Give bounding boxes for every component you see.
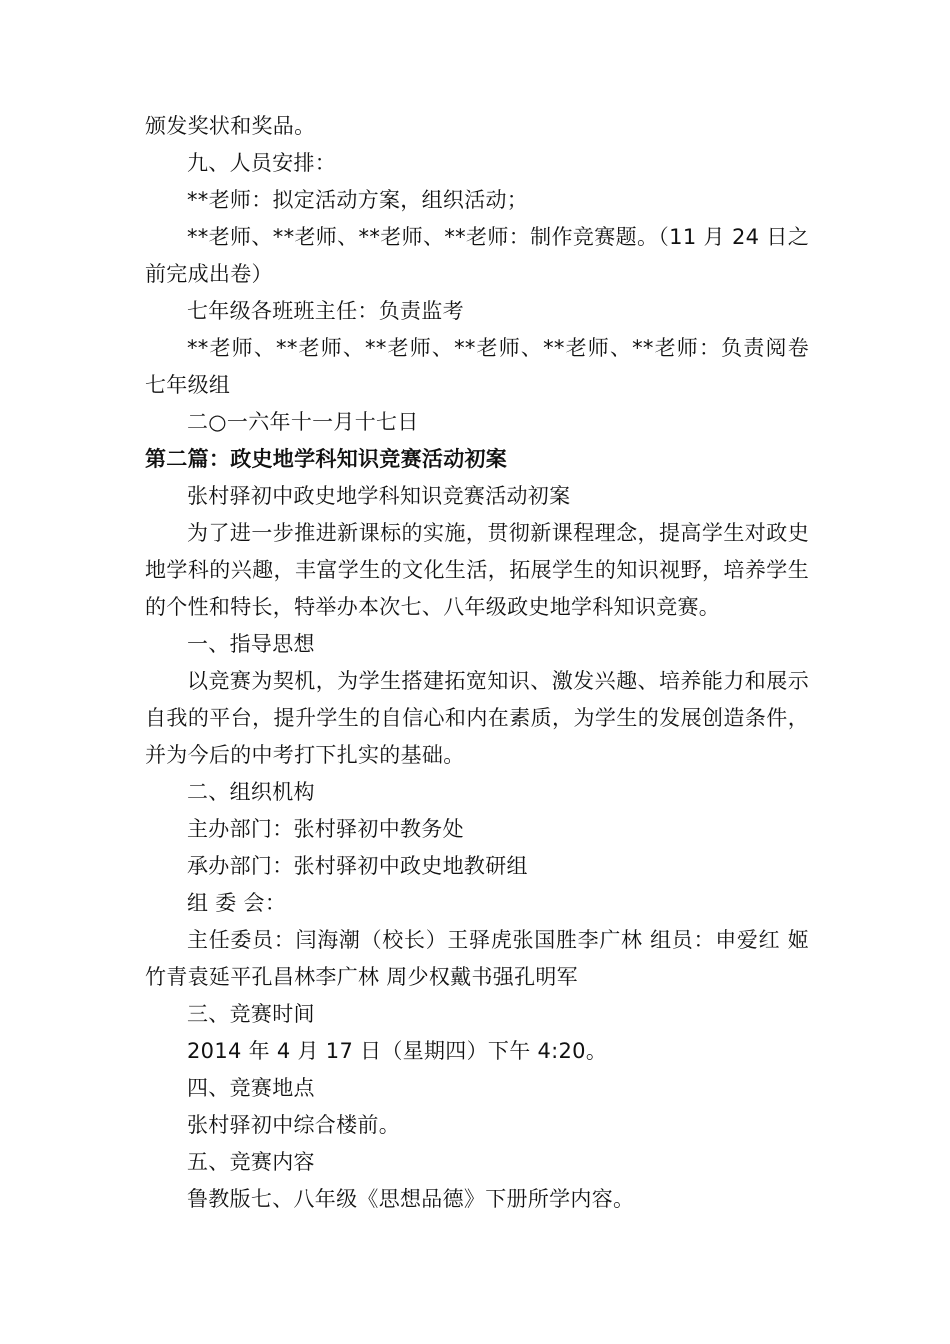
competition-location-line: 张村驿初中综合楼前。: [187, 1113, 400, 1137]
section-location-heading: 四、竞赛地点: [187, 1076, 315, 1100]
plan-subtitle: 张村驿初中政史地学科知识竞赛活动初案: [187, 484, 571, 508]
staff-grading-line: **老师、**老师、**老师、**老师、**老师、**老师：负责阅卷 七年级组: [145, 336, 809, 397]
competition-time-line: 2014 年 4 月 17 日（星期四）下午 4:20。: [187, 1039, 608, 1063]
paragraph-award-end: 颁发奖状和奖品。: [145, 114, 316, 138]
organizer-department-line: 承办部门：张村驿初中政史地教研组: [187, 854, 528, 878]
intro-paragraph: 为了进一步推进新课标的实施，贯彻新课程理念，提高学生对政史地学科的兴趣，丰富学生的文化生活，拓展学生的知识视野，培养学生的个性和特长，特举办本次七、八年级政史地学科知识竞赛。: [145, 521, 809, 619]
chapter-two-title: 第二篇：政史地学科知识竞赛活动初案: [145, 447, 508, 471]
staff-plan-line: **老师：拟定活动方案，组织活动；: [187, 188, 529, 212]
section-organization-heading: 二、组织机构: [187, 780, 315, 804]
document-body: [145, 108, 809, 1218]
host-department-line: 主办部门：张村驿初中教务处: [187, 817, 464, 841]
guiding-paragraph: 以竞赛为契机，为学生搭建拓宽知识、激发兴趣、培养能力和展示自我的平台，提升学生的自信心和内在素质，为学生的发展创造条件，并为今后的中考打下扎实的基础。: [145, 669, 809, 767]
committee-label: 组 委 会：: [187, 891, 287, 915]
section-content-heading: 五、竞赛内容: [187, 1150, 315, 1174]
section-guiding-heading: 一、指导思想: [187, 632, 315, 656]
committee-members-line: 主任委员：闫海潮（校长）王驿虎张国胜李广林 组员：申爱红 姬竹青袁延平孔昌林李广林 周少权戴书强孔明军: [145, 928, 809, 989]
competition-content-line: 鲁教版七、八年级《思想品德》下册所学内容。: [187, 1187, 635, 1211]
staff-questions-line: **老师、**老师、**老师、**老师：制作竞赛题。（11 月 24 日之前完成出卷）: [145, 225, 809, 286]
section-staffing-heading: 九、人员安排：: [187, 151, 337, 175]
staff-proctor-line: 七年级各班班主任：负责监考: [187, 299, 464, 323]
document-date: 二○一六年十一月十七日: [187, 410, 419, 434]
section-time-heading: 三、竞赛时间: [187, 1002, 315, 1026]
